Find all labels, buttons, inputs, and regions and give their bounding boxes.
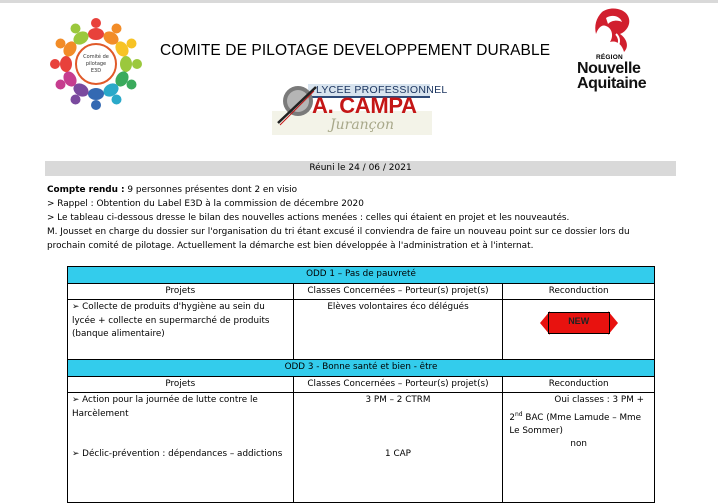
logo-person-head	[132, 59, 142, 69]
region-logo	[572, 4, 648, 90]
logo-person-head	[91, 100, 101, 110]
odd3-projet-2: ➢ Déclic-prévention : dépendances – addictions	[72, 449, 283, 459]
odd3-reconduction-num: 2	[509, 412, 515, 423]
odd3-reconduction-rest: BAC (Mme Lamude – Mme Le Sommer)	[509, 412, 642, 436]
table-row	[68, 300, 655, 360]
top-rule	[0, 0, 718, 3]
logo-person-body	[88, 28, 104, 40]
table-row	[68, 393, 655, 503]
logo-person-head	[71, 24, 81, 34]
school-logo	[272, 83, 448, 139]
odd3-reconduction-cell	[503, 393, 655, 503]
odd1-reconduction	[503, 300, 655, 360]
cr-attendance: 9 personnes présentes dont 2 en visio	[124, 185, 298, 195]
odd1-projet: ➢ Collecte de produits d'hygiène au sein du lycée + collecte en supermarché de produits (banque alimentaire)	[68, 300, 294, 360]
col-header-reconduction: Reconduction	[503, 376, 655, 393]
odd3-reconduction-1-line1: Oui classes : 3 PM +	[554, 395, 644, 405]
odd3-classes-cell	[293, 393, 503, 503]
logo-person-head	[112, 24, 122, 34]
odd3-heading-row	[68, 360, 655, 377]
logo-person-head	[56, 80, 66, 90]
e3d-logo-line2: pilotage	[85, 61, 107, 67]
col-header-classes: Classes Concernées – Porteur(s) projet(s)	[293, 283, 503, 300]
logo-person-body	[60, 56, 72, 72]
odd3-classes-2: 1 CAP	[385, 448, 411, 459]
odd3-projet-1: ➢ Action pour la journée de lutte contre le Harcèlement	[72, 395, 258, 419]
odd-actions-table	[67, 266, 655, 503]
region-emblem-icon	[572, 4, 648, 56]
new-badge	[540, 305, 618, 341]
col-header-reconduction: Reconduction	[503, 283, 655, 300]
cr-line-3: > Le tableau ci-dessous dresse le bilan des nouvelles actions menées : celles qui étaient en projet et les nouveautés.	[47, 213, 570, 223]
logo-person-body	[120, 56, 132, 72]
col-header-projets: Projets	[68, 376, 294, 393]
region-name-line1: Nouvelle	[577, 60, 641, 77]
odd3-reconduction-1	[507, 394, 650, 438]
page-title: COMITE DE PILOTAGE DEVELOPPEMENT DURABLE	[160, 42, 551, 59]
logo-person-head	[112, 95, 122, 105]
region-label: RÉGION	[596, 54, 623, 61]
logo-person-head	[50, 59, 60, 69]
e3d-committee-logo	[44, 14, 148, 114]
odd3-reconduction-2: non	[570, 439, 587, 450]
odd1-column-header-row	[68, 283, 655, 300]
e3d-logo-line1: Comité de	[83, 54, 109, 60]
cr-line-2: > Rappel : Obtention du Label E3D à la commission de décembre 2020	[47, 199, 364, 209]
logo-person-head	[71, 95, 81, 105]
odd3-reconduction-1-line2	[509, 408, 650, 439]
compte-rendu	[47, 183, 687, 253]
col-header-projets: Projets	[68, 283, 294, 300]
new-badge-label: NEW	[568, 316, 590, 326]
school-city: Jurançon	[330, 117, 394, 133]
logo-person-head	[91, 18, 101, 28]
school-name: A. CAMPA	[312, 93, 417, 118]
col-header-classes: Classes Concernées – Porteur(s) projet(s)	[293, 376, 503, 393]
school-type: LYCEE PROFESSIONNEL	[316, 84, 448, 96]
logo-person-head	[56, 39, 66, 49]
cr-line-1	[47, 183, 687, 197]
logo-person-body	[88, 88, 104, 100]
logo-person-head	[127, 80, 137, 90]
region-name-line2: Aquitaine	[577, 75, 647, 92]
meeting-date-bar: Réuni le 24 / 06 / 2021	[45, 161, 676, 176]
logo-person-head	[127, 39, 137, 49]
odd3-classes-1: 3 PM – 2 CTRM	[365, 395, 431, 405]
odd1-heading: ODD 1 – Pas de pauvreté	[68, 267, 655, 284]
odd3-projets-cell	[68, 393, 294, 503]
odd3-reconduction-sup: nd	[514, 410, 523, 418]
cr-line-4: M. Jousset en charge du dossier sur l'organisation du tri étant excusé il conviendra de faire un nouveau point sur ce dossier lors du	[47, 227, 630, 237]
odd3-heading: ODD 3 - Bonne santé et bien - être	[68, 360, 655, 377]
odd1-heading-row	[68, 267, 655, 284]
cr-label: Compte rendu :	[47, 185, 125, 195]
odd3-column-header-row	[68, 376, 655, 393]
odd1-classes: Elèves volontaires éco délégués	[293, 300, 503, 360]
e3d-logo-line3: E3D	[90, 68, 102, 74]
cr-line-5: prochain comité de pilotage. Actuellement la démarche est bien développée à l'administration et à l'internat.	[47, 241, 534, 251]
